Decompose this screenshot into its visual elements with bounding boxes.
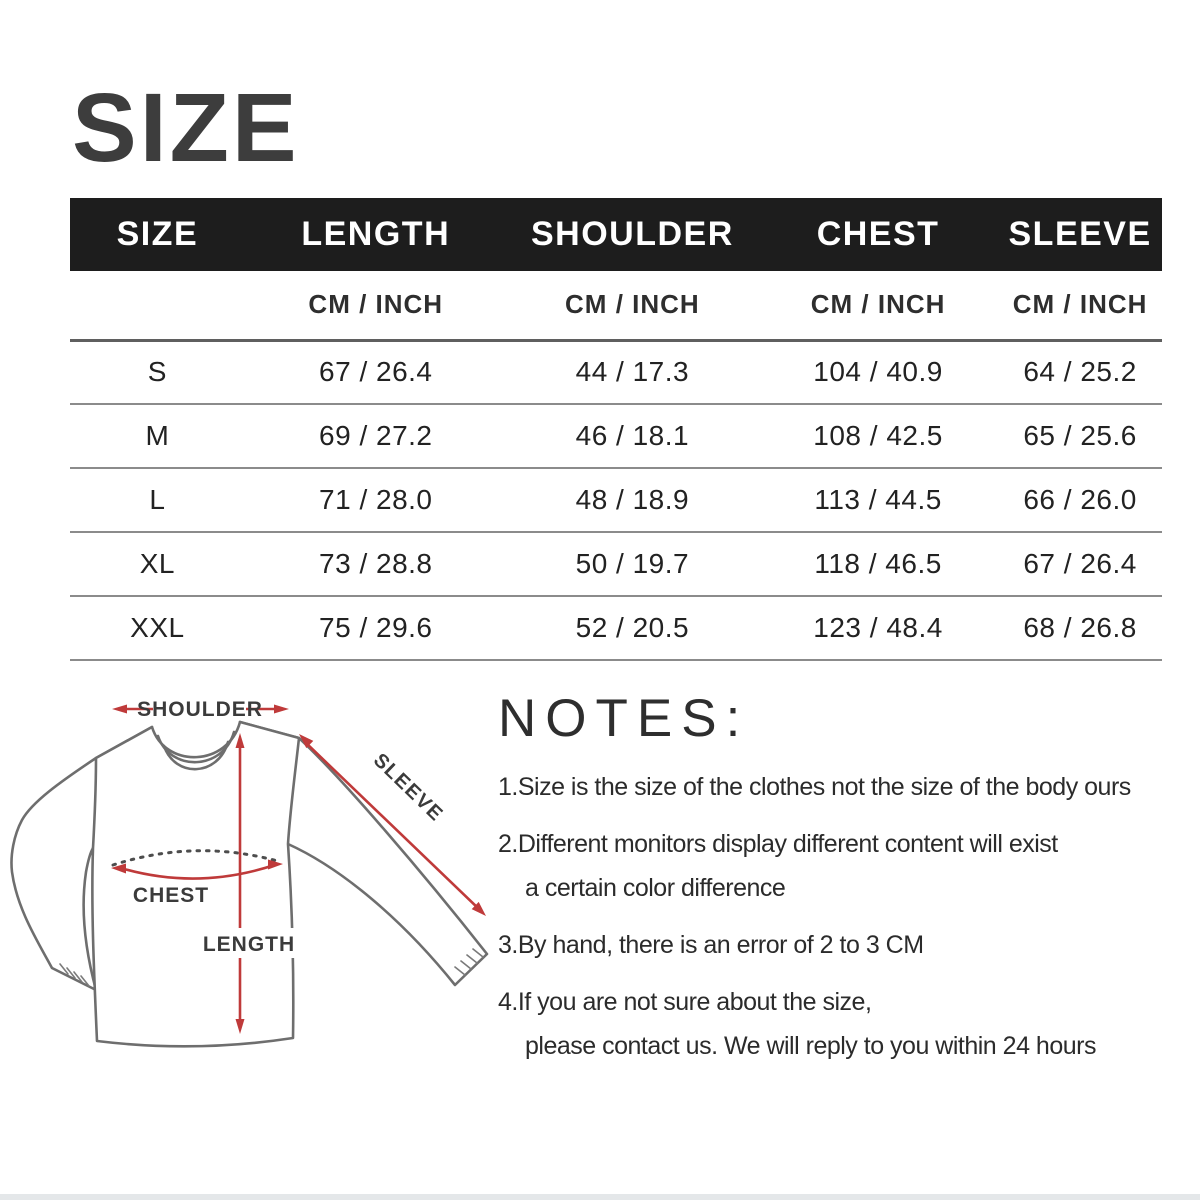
table-row-xxl (70, 596, 1162, 660)
notes-heading: NOTES: (498, 689, 750, 748)
column-header-size: SIZE (116, 215, 199, 253)
shoulder-value: 50 / 19.7 (575, 548, 690, 579)
chest-value: 123 / 48.4 (813, 612, 943, 643)
sleeve-value: 65 / 25.6 (1023, 420, 1137, 451)
note-text-continued: please contact us. We will reply to you within 24 hours (525, 1032, 1096, 1060)
chest-value: 113 / 44.5 (814, 484, 942, 515)
units-cell-empty (70, 271, 245, 340)
chest-value: 118 / 46.5 (814, 548, 942, 579)
table-header-row (70, 198, 1162, 271)
size-label: M (145, 420, 170, 451)
table-row-xl (70, 532, 1162, 596)
table-row-m (70, 404, 1162, 468)
size-label: S (147, 356, 167, 388)
units-cell: CM / INCH (565, 289, 700, 320)
units-row (70, 271, 1162, 340)
length-value: 75 / 29.6 (319, 612, 433, 643)
table-row-s (70, 340, 1162, 404)
note-item-1 (498, 765, 1200, 809)
chest-diagram-label: CHEST (132, 884, 210, 907)
sleeve-value: 64 / 25.2 (1023, 356, 1137, 388)
sleeve-value: 68 / 26.8 (1023, 612, 1137, 643)
note-item-3 (498, 923, 1200, 967)
notes-section (498, 688, 1200, 1081)
column-header-shoulder: SHOULDER (530, 215, 734, 253)
size-label: XXL (130, 612, 185, 643)
note-text: 4.If you are not sure about the size, (498, 988, 872, 1016)
units-cell: CM / INCH (1012, 289, 1148, 320)
size-table (70, 198, 1162, 661)
table-row-l (70, 468, 1162, 532)
size-label: XL (139, 548, 175, 579)
shoulder-value: 52 / 20.5 (575, 612, 690, 643)
shirt-outline-icon (11, 722, 487, 1046)
shoulder-value: 48 / 18.9 (575, 484, 690, 515)
shoulder-value: 44 / 17.3 (575, 356, 690, 388)
chest-value: 104 / 40.9 (813, 356, 943, 388)
note-text: 2.Different monitors display different content will exist (498, 830, 1058, 858)
sleeve-value: 67 / 26.4 (1023, 548, 1137, 579)
sleeve-value: 66 / 26.0 (1023, 484, 1137, 515)
chest-value: 108 / 42.5 (813, 420, 943, 451)
units-cell: CM / INCH (308, 289, 444, 320)
column-header-length: LENGTH (301, 215, 451, 253)
note-item-4 (498, 980, 1200, 1068)
size-label: L (149, 484, 166, 515)
note-item-2 (498, 822, 1200, 910)
length-value: 73 / 28.8 (319, 548, 433, 579)
photo-edge-strip (0, 1194, 1200, 1200)
shirt-measurement-diagram (0, 672, 520, 1112)
sleeve-diagram-label: SLEEVE (368, 749, 448, 827)
length-value: 69 / 27.2 (319, 420, 433, 451)
length-value: 71 / 28.0 (319, 484, 433, 515)
note-text: 3.By hand, there is an error of 2 to 3 CM (498, 931, 924, 959)
note-text-continued: a certain color difference (525, 874, 786, 902)
shoulder-diagram-label: SHOULDER (137, 698, 263, 721)
units-cell: CM / INCH (810, 289, 946, 320)
shoulder-value: 46 / 18.1 (575, 420, 690, 451)
column-header-chest: CHEST (816, 215, 940, 253)
column-header-sleeve: SLEEVE (1008, 215, 1152, 253)
length-diagram-label: LENGTH (202, 933, 296, 956)
note-text: 1.Size is the size of the clothes not the size of the body ours (498, 773, 1131, 801)
length-value: 67 / 26.4 (319, 356, 433, 388)
page-title: SIZE (72, 73, 300, 182)
